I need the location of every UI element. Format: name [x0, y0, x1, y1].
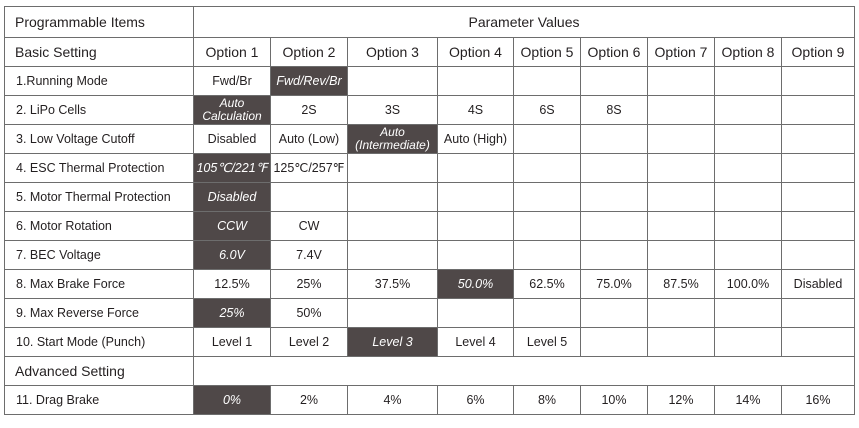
- selected-value-cell: CCW: [194, 212, 271, 241]
- value-cell: [348, 212, 438, 241]
- value-cell: [438, 67, 514, 96]
- setting-row: [5, 67, 855, 96]
- setting-row: [5, 212, 855, 241]
- value-cell: [514, 212, 581, 241]
- value-cell: [348, 154, 438, 183]
- value-cell: [438, 212, 514, 241]
- value-cell: [715, 183, 782, 212]
- value-cell: [438, 154, 514, 183]
- value-cell: [438, 299, 514, 328]
- value-cell: [648, 328, 715, 357]
- value-cell: [648, 299, 715, 328]
- value-cell: [271, 183, 348, 212]
- value-cell: 125℃/257℉: [271, 154, 348, 183]
- option-header: Option 5: [514, 38, 581, 67]
- option-header: Option 7: [648, 38, 715, 67]
- setting-row: [5, 96, 855, 125]
- value-cell: [581, 299, 648, 328]
- value-cell: [648, 96, 715, 125]
- value-cell: [715, 299, 782, 328]
- selected-value-cell: 6.0V: [194, 241, 271, 270]
- value-cell: 87.5%: [648, 270, 715, 299]
- value-cell: [782, 183, 855, 212]
- basic-setting-row: [5, 38, 855, 67]
- value-cell: [782, 125, 855, 154]
- value-cell: 3S: [348, 96, 438, 125]
- setting-label: 11. Drag Brake: [5, 386, 194, 415]
- value-cell: 50%: [271, 299, 348, 328]
- value-cell: 8%: [514, 386, 581, 415]
- selected-value-cell: 105℃/221℉: [194, 154, 271, 183]
- programmable-items-header: Programmable Items: [5, 7, 194, 38]
- value-cell: [715, 67, 782, 96]
- setting-label: 4. ESC Thermal Protection: [5, 154, 194, 183]
- selected-value-cell: Auto Calculation: [194, 96, 271, 125]
- option-header: Option 6: [581, 38, 648, 67]
- setting-label: 10. Start Mode (Punch): [5, 328, 194, 357]
- value-cell: [715, 328, 782, 357]
- value-cell: [648, 125, 715, 154]
- value-cell: [782, 212, 855, 241]
- value-cell: Auto (High): [438, 125, 514, 154]
- value-cell: 2%: [271, 386, 348, 415]
- value-cell: 6%: [438, 386, 514, 415]
- setting-label: 5. Motor Thermal Protection: [5, 183, 194, 212]
- setting-label: 6. Motor Rotation: [5, 212, 194, 241]
- value-cell: [782, 241, 855, 270]
- setting-row: [5, 125, 855, 154]
- section-spacer: [194, 357, 855, 386]
- setting-row: [5, 299, 855, 328]
- parameter-table: [4, 6, 855, 415]
- value-cell: [648, 241, 715, 270]
- value-cell: Disabled: [782, 270, 855, 299]
- header-row: [5, 7, 855, 38]
- setting-label: 8. Max Brake Force: [5, 270, 194, 299]
- setting-label: 9. Max Reverse Force: [5, 299, 194, 328]
- value-cell: Disabled: [194, 125, 271, 154]
- selected-value-cell: Disabled: [194, 183, 271, 212]
- advanced-setting-row: [5, 357, 855, 386]
- value-cell: [581, 67, 648, 96]
- value-cell: 14%: [715, 386, 782, 415]
- value-cell: [348, 299, 438, 328]
- setting-label: 1.Running Mode: [5, 67, 194, 96]
- value-cell: Level 1: [194, 328, 271, 357]
- value-cell: 4%: [348, 386, 438, 415]
- value-cell: 4S: [438, 96, 514, 125]
- value-cell: [648, 212, 715, 241]
- option-header: Option 2: [271, 38, 348, 67]
- value-cell: Auto (Low): [271, 125, 348, 154]
- setting-row: [5, 328, 855, 357]
- option-header: Option 4: [438, 38, 514, 67]
- value-cell: [581, 328, 648, 357]
- option-header: Option 1: [194, 38, 271, 67]
- value-cell: 2S: [271, 96, 348, 125]
- value-cell: Fwd/Br: [194, 67, 271, 96]
- selected-value-cell: 50.0%: [438, 270, 514, 299]
- value-cell: 7.4V: [271, 241, 348, 270]
- value-cell: [648, 154, 715, 183]
- advanced-setting-label: Advanced Setting: [5, 357, 194, 386]
- value-cell: 8S: [581, 96, 648, 125]
- value-cell: [348, 67, 438, 96]
- value-cell: 6S: [514, 96, 581, 125]
- value-cell: 25%: [271, 270, 348, 299]
- selected-value-cell: Auto (Intermediate): [348, 125, 438, 154]
- value-cell: [782, 299, 855, 328]
- setting-label: 7. BEC Voltage: [5, 241, 194, 270]
- value-cell: 12%: [648, 386, 715, 415]
- value-cell: [782, 154, 855, 183]
- value-cell: [514, 154, 581, 183]
- value-cell: 16%: [782, 386, 855, 415]
- value-cell: [438, 241, 514, 270]
- value-cell: [581, 241, 648, 270]
- value-cell: [715, 241, 782, 270]
- setting-label: 3. Low Voltage Cutoff: [5, 125, 194, 154]
- value-cell: 37.5%: [348, 270, 438, 299]
- value-cell: 12.5%: [194, 270, 271, 299]
- value-cell: [715, 212, 782, 241]
- selected-value-cell: Level 3: [348, 328, 438, 357]
- value-cell: 10%: [581, 386, 648, 415]
- value-cell: 100.0%: [715, 270, 782, 299]
- setting-label: 2. LiPo Cells: [5, 96, 194, 125]
- value-cell: [348, 241, 438, 270]
- selected-value-cell: 25%: [194, 299, 271, 328]
- value-cell: [581, 212, 648, 241]
- value-cell: 75.0%: [581, 270, 648, 299]
- value-cell: [782, 67, 855, 96]
- parameter-values-header: Parameter Values: [194, 7, 855, 38]
- value-cell: [648, 183, 715, 212]
- value-cell: [581, 125, 648, 154]
- value-cell: [782, 328, 855, 357]
- value-cell: [514, 241, 581, 270]
- value-cell: [514, 67, 581, 96]
- value-cell: [348, 183, 438, 212]
- value-cell: [715, 96, 782, 125]
- value-cell: 62.5%: [514, 270, 581, 299]
- value-cell: [581, 183, 648, 212]
- option-header: Option 8: [715, 38, 782, 67]
- value-cell: Level 4: [438, 328, 514, 357]
- basic-setting-label: Basic Setting: [5, 38, 194, 67]
- value-cell: Level 5: [514, 328, 581, 357]
- setting-row: [5, 154, 855, 183]
- value-cell: [648, 67, 715, 96]
- option-header: Option 3: [348, 38, 438, 67]
- value-cell: [581, 154, 648, 183]
- value-cell: [715, 154, 782, 183]
- setting-row: [5, 270, 855, 299]
- selected-value-cell: Fwd/Rev/Br: [271, 67, 348, 96]
- selected-value-cell: 0%: [194, 386, 271, 415]
- value-cell: [514, 299, 581, 328]
- value-cell: CW: [271, 212, 348, 241]
- value-cell: [715, 125, 782, 154]
- setting-row: [5, 241, 855, 270]
- value-cell: [514, 125, 581, 154]
- option-header: Option 9: [782, 38, 855, 67]
- value-cell: Level 2: [271, 328, 348, 357]
- value-cell: [438, 183, 514, 212]
- value-cell: [514, 183, 581, 212]
- setting-row: [5, 386, 855, 415]
- value-cell: [782, 96, 855, 125]
- setting-row: [5, 183, 855, 212]
